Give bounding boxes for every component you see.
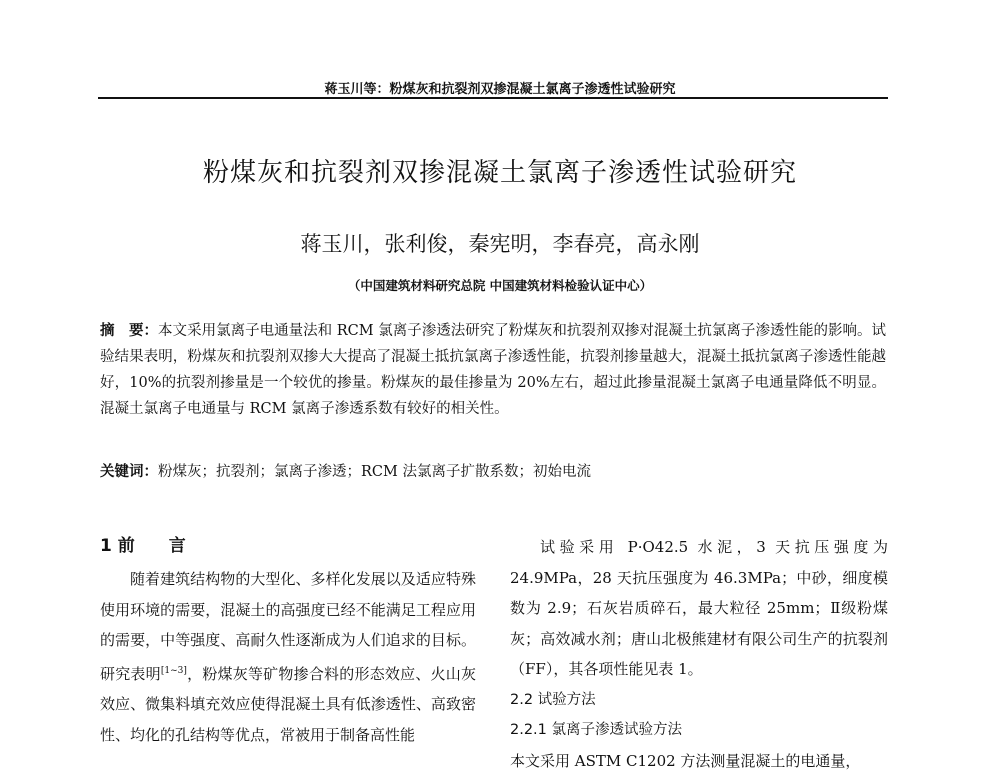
author-list: 蒋玉川，张利俊，秦宪明，李春亮，高永刚 bbox=[0, 228, 1000, 258]
materials-paragraph: 试验采用 P·O42.5 水泥，3 天抗压强度为 24.9MPa，28 天抗压强度为 46.3MPa；中砂，细度模数为 2.9；石灰岩质碎石，最大粒径 25mm；Ⅱ级粉煤灰；高效减水剂；唐山北极熊建材有限公司生产的抗裂剂（FF），其各项性能见表 1。 bbox=[510, 532, 888, 685]
subsubsection-heading-chloride-test: 2.2.1 氯离子渗透试验方法 bbox=[510, 715, 888, 746]
left-column bbox=[100, 532, 476, 750]
subsection-heading-test-method: 2.2 试验方法 bbox=[510, 685, 888, 716]
abstract bbox=[100, 318, 886, 422]
abstract-text: 本文采用氯离子电通量法和 RCM 氯离子渗透法研究了粉煤灰和抗裂剂双掺对混凝土抗氯离子渗透性能的影响。试验结果表明，粉煤灰和抗裂剂双掺大大提高了混凝土抵抗氯离子渗透性能，抗裂剂掺量越大，混凝土抵抗氯离子渗透性能越好，10%的抗裂剂掺量是一个较优的掺量。粉煤灰的最佳掺量为 20%左右，超过此掺量混凝土氯离子电通量降低不明显。混凝土氯离子电通量与 RCM 氯离子渗透系数有较好的相关性。 bbox=[100, 323, 886, 417]
header-rule bbox=[98, 97, 888, 99]
citation-ref: [1~3] bbox=[161, 666, 187, 676]
intro-text-part-1: 随着建筑结构物的大型化、多样化发展以及适应特殊使用环境的需要，混凝土的高强度已经不能满足工程应用的需要，中等强度、高耐久性逐渐成为人们追求的目标。研究表明 bbox=[100, 570, 476, 683]
method-paragraph-start: 本文采用 ASTM C1202 方法测量混凝土的电通量， bbox=[510, 746, 888, 776]
keywords bbox=[100, 460, 886, 481]
keywords-text: 粉煤灰；抗裂剂；氯离子渗透；RCM 法氯离子扩散系数；初始电流 bbox=[158, 464, 591, 480]
keywords-label: 关键词： bbox=[100, 464, 158, 480]
introduction-paragraph bbox=[100, 564, 476, 750]
abstract-label: 摘 要： bbox=[100, 323, 158, 339]
paper-title: 粉煤灰和抗裂剂双掺混凝土氯离子渗透性试验研究 bbox=[0, 152, 1000, 189]
running-head: 蒋玉川等：粉煤灰和抗裂剂双掺混凝土氯离子渗透性试验研究 bbox=[0, 78, 1000, 97]
affiliation: （中国建筑材料研究总院 中国建筑材料检验认证中心） bbox=[0, 276, 1000, 294]
intro-text-part-2: ，粉煤灰等矿物掺合料的形态效应、火山灰效应、微集料填充效应使得混凝土具有低渗透性、高致密性、均化的孔结构等优点，常被用于制备高性能 bbox=[100, 665, 476, 744]
section-heading-introduction: 1 前 言 bbox=[100, 532, 476, 560]
right-column bbox=[510, 532, 888, 776]
